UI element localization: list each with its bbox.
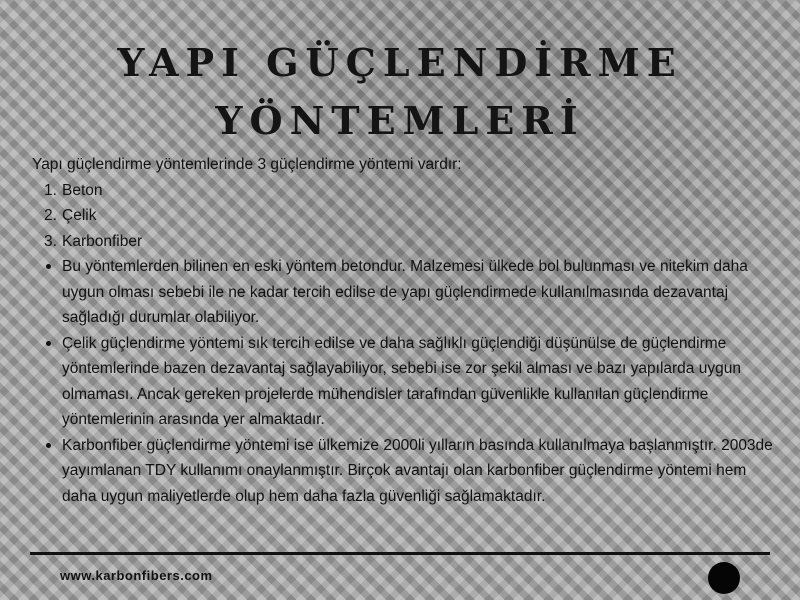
bullet-item-beton [30,254,775,331]
page-title-line-1: YAPI GÜÇLENDİRME [117,40,683,85]
footer-url[interactable]: www.karbonfibers.com [60,568,213,583]
method-label: Beton [62,181,103,199]
page-title-line-2: YÖNTEMLERİ [215,98,585,143]
bullet-item-karbonfiber [30,433,775,510]
bullet-text: Karbonfiber güçlendirme yöntemi ise ülkemize 2000li yılların basında kullanılmaya başlanmıştır. 2003de yayımlanan TDY kullanımı onaylanmıştır. Birçok avantajı olan karbonfiber güçlendirme yöntemi hem daha uygun maliyetlerde olup hem daha fazla güvenliği sağlamaktadır. [62,436,773,505]
bullet-item-celik [30,331,775,433]
bullet-text: Bu yöntemlerden bilinen en eski yöntem betondur. Malzemesi ülkede bol bulunması ve nitekim daha uygun olması sebebi ile ne kadar tercih edilse de yapı güçlendirmede kullanılmasında dezavantaj sağladığı durumlar olabiliyor. [62,258,748,326]
method-item-beton [30,178,775,204]
method-item-celik [30,203,775,229]
methods-list [30,178,775,255]
method-number: 1. [44,181,57,199]
details-list [30,254,775,509]
method-number: 2. [44,207,57,224]
intro-text: Yapı güçlendirme yöntemlerinde 3 güçlendirme yöntemi vardır: [32,156,462,173]
method-label: Karbonfiber [62,232,143,250]
method-number: 3. [44,232,57,250]
method-item-karbonfiber [30,229,775,255]
divider [30,552,770,555]
decorative-circle-icon [708,562,740,594]
bullet-icon [46,264,51,269]
method-label: Çelik [62,207,97,224]
article-body [30,150,775,509]
bullet-icon [46,443,51,448]
bullet-icon [46,341,51,346]
bullet-text: Çelik güçlendirme yöntemi sık tercih edilse ve daha sağlıklı güçlendiği düşünülse de güçlendirme yöntemlerinde bazen dezavantaj sağlayabiliyor, sebebi ise zor şekil alması ve bazı yapılarda uygun olmaması. Ancak gereken projelerde mühendisler tarafından güvenlikle kullanılan güçlendirme yöntemlerinin arasında yer almaktadır. [62,334,741,428]
